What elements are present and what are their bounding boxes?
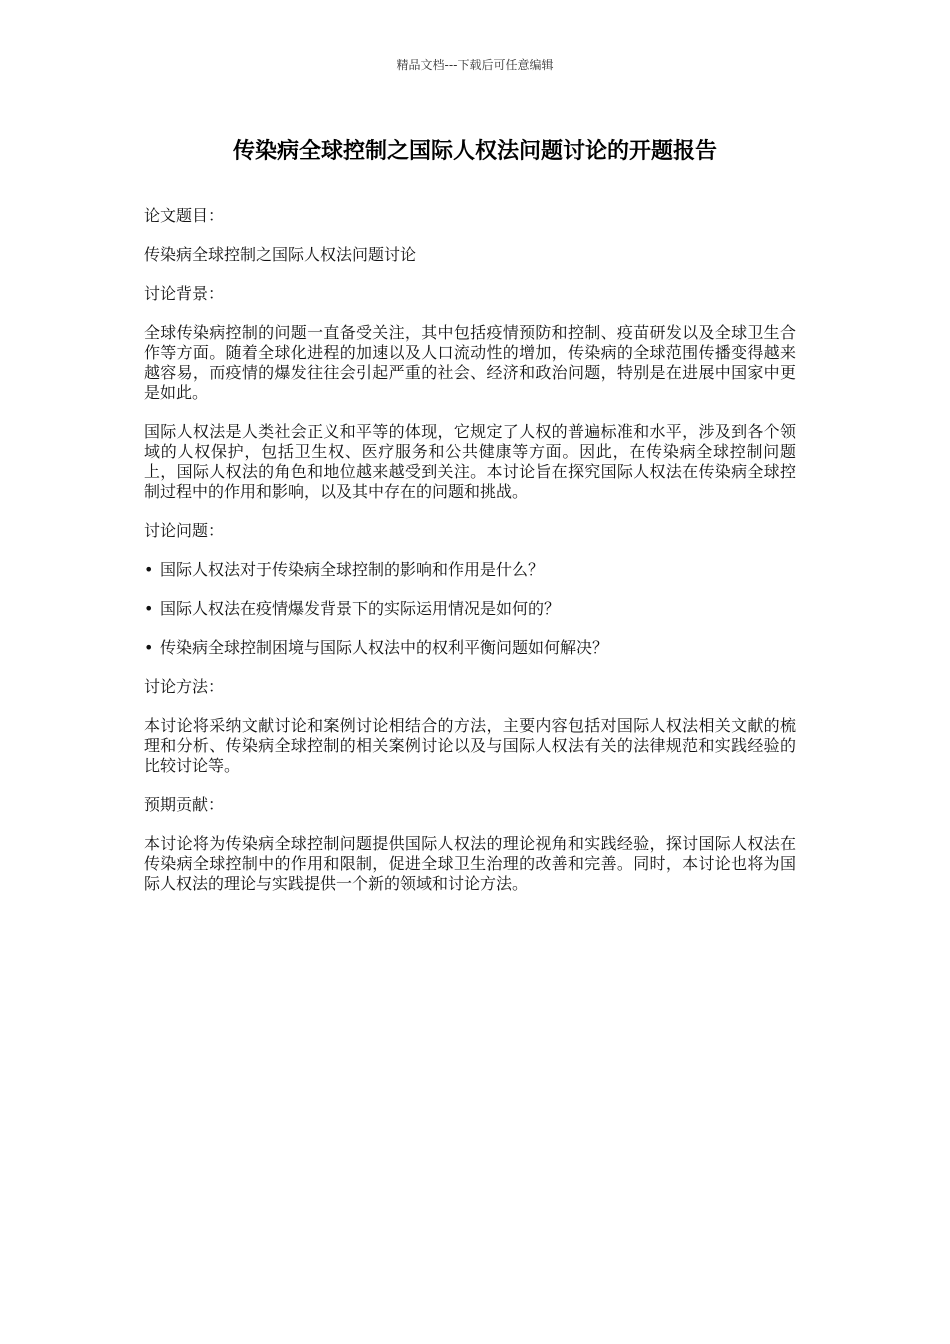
question-item [144,599,796,619]
background-paragraph-2: 国际人权法是人类社会正义和平等的体现，它规定了人权的普遍标准和水平，涉及到各个领域的人权保护，包括卫生权、医疗服务和公共健康等方面。因此，在传染病全球控制问题上，国际人权法的角色和地位越来越受到关注。本讨论旨在探究国际人权法在传染病全球控制过程中的作用和影响，以及其中存在的问题和挑战。 [144,422,796,501]
contribution-heading: 预期贡献： [144,795,225,814]
contribution-paragraph: 本讨论将为传染病全球控制问题提供国际人权法的理论视角和实践经验，探讨国际人权法在传染病全球控制中的作用和限制，促进全球卫生治理的改善和完善。同时，本讨论也将为国际人权法的理论与实践提供一个新的领域和讨论方法。 [144,834,796,893]
method-paragraph: 本讨论将采纳文献讨论和案例讨论相结合的方法，主要内容包括对国际人权法相关文献的梳理和分析、传染病全球控制的相关案例讨论以及与国际人权法有关的法律规范和实践经验的比较讨论等。 [144,716,796,775]
question-item [144,560,796,580]
question-item [144,638,796,658]
question-text: 传染病全球控制困境与国际人权法中的权利平衡问题如何解决？ [160,638,609,657]
topic-text: 传染病全球控制之国际人权法问题讨论 [144,245,417,264]
topic-heading: 论文题目： [144,206,225,225]
bullet-icon: • [144,638,154,657]
bullet-icon: • [144,599,154,618]
page-header-note: 精品文档---下载后可任意编辑 [396,58,554,72]
document-title: 传染病全球控制之国际人权法问题讨论的开题报告 [232,139,717,164]
document-body [144,206,796,913]
background-paragraph-1: 全球传染病控制的问题一直备受关注，其中包括疫情预防和控制、疫苗研发以及全球卫生合作等方面。随着全球化进程的加速以及人口流动性的增加，传染病的全球范围传播变得越来越容易，而疫情的爆发往往会引起严重的社会、经济和政治问题，特别是在进展中国家中更是如此。 [144,323,796,402]
question-text: 国际人权法对于传染病全球控制的影响和作用是什么？ [160,560,545,579]
questions-heading: 讨论问题： [144,521,225,540]
question-text: 国际人权法在疫情爆发背景下的实际运用情况是如何的？ [160,599,561,618]
background-heading: 讨论背景： [144,284,225,303]
bullet-icon: • [144,560,154,579]
method-heading: 讨论方法： [144,677,225,696]
